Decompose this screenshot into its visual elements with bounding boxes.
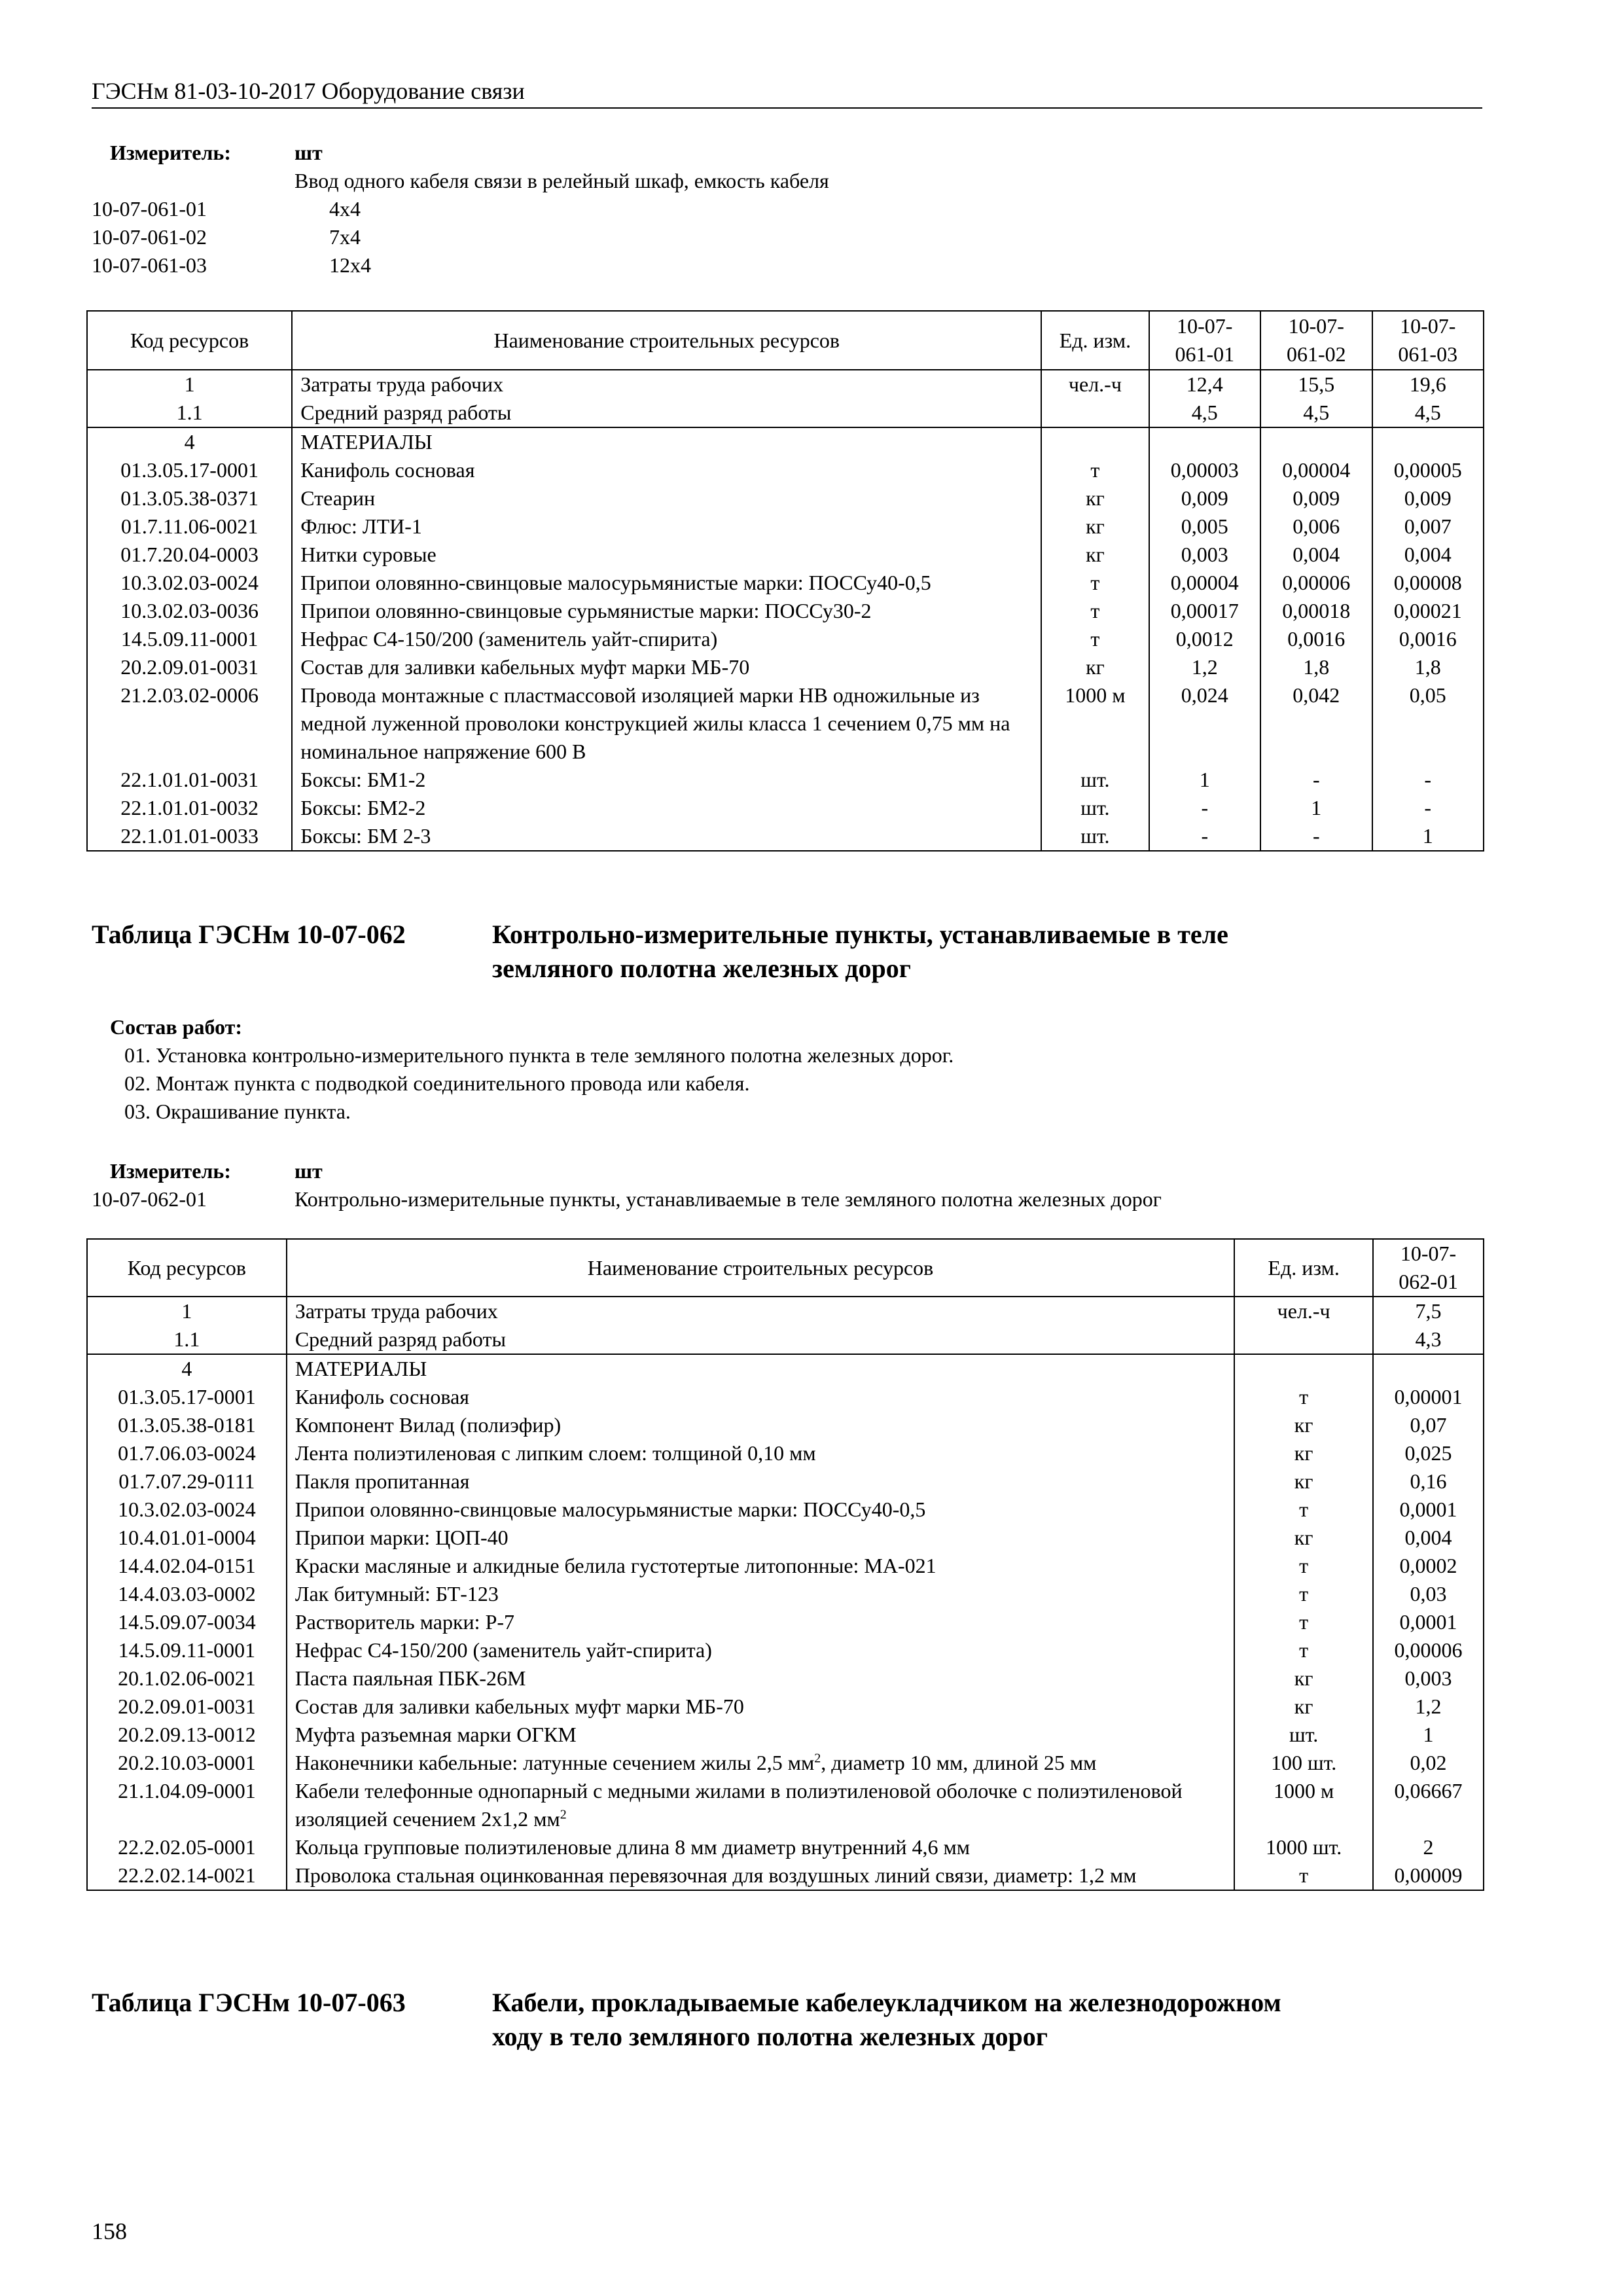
table-row [87, 1297, 1484, 1325]
resource-name: Пакля пропитанная [287, 1467, 1234, 1496]
resource-name: МАТЕРИАЛЫ [287, 1354, 1234, 1383]
resource-name: Припои оловянно-свинцовые малосурьмянистые марки: ПОССу40-0,5 [292, 569, 1041, 597]
resource-unit: кг [1234, 1411, 1373, 1439]
meter-unit: шт [294, 1159, 323, 1183]
superscript: 2 [560, 1807, 567, 1822]
table-row [87, 1777, 1484, 1833]
norm-value: 0,00005 [1372, 456, 1484, 484]
resource-name: Лента полиэтиленовая с липким слоем: толщиной 0,10 мм [287, 1439, 1234, 1467]
norm-value: 0,06667 [1373, 1777, 1484, 1833]
table-row [87, 1833, 1484, 1861]
resource-unit [1234, 1354, 1373, 1383]
resource-code: 01.7.11.06-0021 [87, 512, 292, 541]
resource-unit: кг [1234, 1664, 1373, 1693]
table-row [87, 1496, 1484, 1524]
resource-unit: 1000 м [1041, 681, 1149, 766]
norm-value: 0,003 [1149, 541, 1260, 569]
norm-value: 4,5 [1149, 399, 1260, 427]
norm-value: 0,005 [1149, 512, 1260, 541]
table-row [87, 1664, 1484, 1693]
resource-name: МАТЕРИАЛЫ [292, 427, 1041, 456]
resource-unit: т [1234, 1608, 1373, 1636]
norm-value: 0,003 [1373, 1664, 1484, 1693]
table-row [87, 1608, 1484, 1636]
resource-unit: шт. [1041, 822, 1149, 851]
resource-code: 10.3.02.03-0036 [87, 597, 292, 625]
norm-value: 0,00009 [1373, 1861, 1484, 1890]
resource-code: 20.1.02.06-0021 [87, 1664, 287, 1693]
table-row [87, 597, 1484, 625]
norm-value: 1 [1372, 822, 1484, 851]
table-row [87, 1552, 1484, 1580]
table-row [87, 822, 1484, 851]
resource-name: Канифоль сосновая [287, 1383, 1234, 1411]
work-code: 10-07-061-02 [92, 225, 207, 249]
norm-value: 0,07 [1373, 1411, 1484, 1439]
table-row [87, 370, 1484, 399]
table-row [87, 1693, 1484, 1721]
norm-value [1149, 427, 1260, 456]
table-row [87, 1354, 1484, 1383]
resource-code: 01.3.05.38-0181 [87, 1411, 287, 1439]
resource-name: Припои оловянно-свинцовые малосурьмянистые марки: ПОССу40-0,5 [287, 1496, 1234, 1524]
col-header-name: Наименование строительных ресурсов [287, 1239, 1234, 1297]
resource-name: Канифоль сосновая [292, 456, 1041, 484]
norm-value: 0,0001 [1373, 1608, 1484, 1636]
norm-value: 0,0016 [1372, 625, 1484, 653]
resource-code: 1 [87, 1297, 287, 1325]
resource-code: 22.2.02.14-0021 [87, 1861, 287, 1890]
resource-name: Состав для заливки кабельных муфт марки МБ-70 [287, 1693, 1234, 1721]
table-title-line: Контрольно-измерительные пункты, устанавливаемые в теле [492, 920, 1228, 949]
resource-unit: т [1041, 569, 1149, 597]
work-item: 01. Установка контрольно-измерительного пункта в теле земляного полотна железных дорог. [124, 1043, 954, 1067]
resource-unit [1234, 1325, 1373, 1354]
table-row [87, 1580, 1484, 1608]
resource-code: 22.1.01.01-0033 [87, 822, 292, 851]
table-row [87, 456, 1484, 484]
work-code: 10-07-062-01 [92, 1187, 207, 1211]
resource-code: 14.4.03.03-0002 [87, 1580, 287, 1608]
resource-code: 21.1.04.09-0001 [87, 1777, 287, 1833]
norm-value: 0,00003 [1149, 456, 1260, 484]
norm-value: 0,16 [1373, 1467, 1484, 1496]
norm-value: 0,006 [1260, 512, 1372, 541]
resource-name: Флюс: ЛТИ-1 [292, 512, 1041, 541]
resource-name: Муфта разъемная марки ОГКМ [287, 1721, 1234, 1749]
resource-code: 1.1 [87, 399, 292, 427]
norm-value: 1 [1373, 1721, 1484, 1749]
resource-unit: шт. [1234, 1721, 1373, 1749]
resource-code: 1 [87, 370, 292, 399]
table-title-line: Кабели, прокладываемые кабелеукладчиком на железнодорожном [492, 1988, 1281, 2017]
norm-value: 1,2 [1373, 1693, 1484, 1721]
resource-name: Боксы: БМ2-2 [292, 794, 1041, 822]
norm-value: 19,6 [1372, 370, 1484, 399]
resource-code: 20.2.10.03-0001 [87, 1749, 287, 1777]
col-header-code: Код ресурсов [87, 1239, 287, 1297]
resource-name: Кольца групповые полиэтиленовые длина 8 мм диаметр внутренний 4,6 мм [287, 1833, 1234, 1861]
resources-table-062 [86, 1238, 1484, 1891]
norm-value: 4,5 [1372, 399, 1484, 427]
resources-table-061 [86, 310, 1484, 852]
norm-value: 0,00006 [1260, 569, 1372, 597]
resource-name: Припои оловянно-свинцовые сурьмянистые марки: ПОССу30-2 [292, 597, 1041, 625]
table-row [87, 484, 1484, 512]
resource-code: 01.3.05.38-0371 [87, 484, 292, 512]
meter-block-062 [92, 1157, 1466, 1213]
table-row [87, 1325, 1484, 1354]
norm-value: 0,05 [1372, 681, 1484, 766]
resource-code: 10.3.02.03-0024 [87, 1496, 287, 1524]
resource-unit: т [1234, 1861, 1373, 1890]
norm-value: - [1372, 794, 1484, 822]
resource-unit: кг [1234, 1439, 1373, 1467]
norm-value: 0,007 [1372, 512, 1484, 541]
resource-unit: кг [1234, 1524, 1373, 1552]
resource-unit: шт. [1041, 794, 1149, 822]
norm-value: 0,03 [1373, 1580, 1484, 1608]
norm-value: 0,0002 [1373, 1552, 1484, 1580]
norm-value: 0,00017 [1149, 597, 1260, 625]
section-title-062 [92, 918, 1479, 986]
norm-value: - [1260, 766, 1372, 794]
resource-name: Средний разряд работы [292, 399, 1041, 427]
table-row [87, 512, 1484, 541]
work-code-value: 7x4 [329, 225, 361, 249]
work-code-description: Контрольно-измерительные пункты, устанавливаемые в теле земляного полотна железных дорог [294, 1187, 1162, 1211]
resource-unit: т [1041, 456, 1149, 484]
table-row [87, 1411, 1484, 1439]
col-header-name: Наименование строительных ресурсов [292, 311, 1041, 370]
norm-value: 0,009 [1372, 484, 1484, 512]
resource-name: Компонент Вилад (полиэфир) [287, 1411, 1234, 1439]
resource-code: 4 [87, 1354, 287, 1383]
resource-name: Боксы: БМ1-2 [292, 766, 1041, 794]
meter-unit: шт [294, 141, 323, 164]
norm-value: 7,5 [1373, 1297, 1484, 1325]
norm-value: 1 [1149, 766, 1260, 794]
resource-name: Средний разряд работы [287, 1325, 1234, 1354]
norm-value: 0,009 [1149, 484, 1260, 512]
resource-code: 20.2.09.01-0031 [87, 653, 292, 681]
norm-value: 0,00006 [1373, 1636, 1484, 1664]
resource-code: 01.3.05.17-0001 [87, 1383, 287, 1411]
resource-unit: т [1041, 625, 1149, 653]
table-label: Таблица ГЭСНм 10-07-062 [92, 920, 406, 949]
table-title-line: земляного полотна железных дорог [492, 954, 911, 983]
norm-value: 0,00004 [1149, 569, 1260, 597]
norm-value: 12,4 [1149, 370, 1260, 399]
resource-code: 14.5.09.07-0034 [87, 1608, 287, 1636]
resource-unit: 1000 шт. [1234, 1833, 1373, 1861]
table-row [87, 1467, 1484, 1496]
work-code-value: 4x4 [329, 197, 361, 221]
col-header-norm: 10-07- 062-01 [1373, 1239, 1484, 1297]
table-row [87, 399, 1484, 427]
resource-code: 20.2.09.13-0012 [87, 1721, 287, 1749]
table-row [87, 1524, 1484, 1552]
table-row [87, 653, 1484, 681]
resource-name: Затраты труда рабочих [287, 1297, 1234, 1325]
resource-unit: кг [1234, 1693, 1373, 1721]
table-title-line: ходу в тело земляного полотна железных дорог [492, 2022, 1048, 2051]
resource-name: Нефрас С4-150/200 (заменитель уайт-спирита) [292, 625, 1041, 653]
resource-name: Проволока стальная оцинкованная перевязочная для воздушных линий связи, диаметр: 1,2 мм [287, 1861, 1234, 1890]
resource-unit: т [1234, 1636, 1373, 1664]
resource-unit: т [1234, 1552, 1373, 1580]
meter-label: Измеритель: [110, 141, 231, 164]
resource-name-text: Наконечники кабельные: латунные сечением жилы 2,5 мм [294, 1751, 815, 1774]
norm-value: 0,042 [1260, 681, 1372, 766]
works-label: Состав работ: [110, 1015, 243, 1039]
resource-code: 01.7.20.04-0003 [87, 541, 292, 569]
norm-value: 0,00018 [1260, 597, 1372, 625]
table-row [87, 1383, 1484, 1411]
table-row [87, 794, 1484, 822]
table-row [87, 1721, 1484, 1749]
resource-unit: 100 шт. [1234, 1749, 1373, 1777]
resource-code: 01.7.06.03-0024 [87, 1439, 287, 1467]
norm-value: 0,0016 [1260, 625, 1372, 653]
resource-name: Паста паяльная ПБК-26М [287, 1664, 1234, 1693]
table-row [87, 541, 1484, 569]
section-title-063 [92, 1986, 1479, 2054]
resource-code: 22.1.01.01-0031 [87, 766, 292, 794]
resource-code: 10.4.01.01-0004 [87, 1524, 287, 1552]
norm-value: 1,8 [1260, 653, 1372, 681]
resource-name [287, 1777, 1234, 1833]
resource-code: 20.2.09.01-0031 [87, 1693, 287, 1721]
norm-value: 0,00004 [1260, 456, 1372, 484]
norm-value: - [1149, 822, 1260, 851]
resource-unit: т [1041, 597, 1149, 625]
meter-description: Ввод одного кабеля связи в релейный шкаф, емкость кабеля [294, 169, 829, 192]
norm-value: 0,00021 [1372, 597, 1484, 625]
norm-value: 4,5 [1260, 399, 1372, 427]
resource-name: Припои марки: ЦОП-40 [287, 1524, 1234, 1552]
resource-unit: т [1234, 1580, 1373, 1608]
table-row [87, 1439, 1484, 1467]
table-row [87, 569, 1484, 597]
work-item: 03. Окрашивание пункта. [124, 1100, 351, 1123]
resource-code: 14.4.02.04-0151 [87, 1552, 287, 1580]
work-item: 02. Монтаж пункта с подводкой соединительного провода или кабеля. [124, 1071, 750, 1095]
resource-unit: кг [1041, 653, 1149, 681]
norm-value: 0,0012 [1149, 625, 1260, 653]
col-header-norm: 10-07- 061-03 [1372, 311, 1484, 370]
resource-code: 4 [87, 427, 292, 456]
norm-value [1372, 427, 1484, 456]
resource-code: 21.2.03.02-0006 [87, 681, 292, 766]
resource-name: Стеарин [292, 484, 1041, 512]
resource-unit: кг [1234, 1467, 1373, 1496]
norm-value: 1,2 [1149, 653, 1260, 681]
resource-unit [1041, 427, 1149, 456]
norm-value: 1 [1260, 794, 1372, 822]
resource-unit: т [1234, 1496, 1373, 1524]
work-code: 10-07-061-03 [92, 253, 207, 277]
table-row [87, 766, 1484, 794]
norm-value: 0,004 [1372, 541, 1484, 569]
resource-name: Затраты труда рабочих [292, 370, 1041, 399]
resource-name: Нитки суровые [292, 541, 1041, 569]
resource-unit: кг [1041, 484, 1149, 512]
resource-unit [1041, 399, 1149, 427]
table-row [87, 1861, 1484, 1890]
norm-value: 0,004 [1260, 541, 1372, 569]
norm-value: 0,009 [1260, 484, 1372, 512]
resource-name: Лак битумный: БТ-123 [287, 1580, 1234, 1608]
norm-value: 15,5 [1260, 370, 1372, 399]
resource-code: 01.3.05.17-0001 [87, 456, 292, 484]
table-row [87, 427, 1484, 456]
norm-value: 0,004 [1373, 1524, 1484, 1552]
resource-name: Боксы: БМ 2-3 [292, 822, 1041, 851]
norm-value: - [1149, 794, 1260, 822]
page-number: 158 [92, 2218, 127, 2244]
resource-name [287, 1749, 1234, 1777]
superscript: 2 [814, 1751, 821, 1766]
norm-value: 1,8 [1372, 653, 1484, 681]
resource-code: 22.2.02.05-0001 [87, 1833, 287, 1861]
table-row [87, 1749, 1484, 1777]
work-code: 10-07-061-01 [92, 197, 207, 221]
resource-code: 10.3.02.03-0024 [87, 569, 292, 597]
table-label: Таблица ГЭСНм 10-07-063 [92, 1988, 406, 2017]
col-header-unit: Ед. изм. [1234, 1239, 1373, 1297]
resource-unit: чел.-ч [1041, 370, 1149, 399]
meter-label: Измеритель: [110, 1159, 231, 1183]
norm-value: 0,024 [1149, 681, 1260, 766]
resource-unit: т [1234, 1383, 1373, 1411]
norm-value: - [1372, 766, 1484, 794]
resource-unit: шт. [1041, 766, 1149, 794]
resource-name: Краски масляные и алкидные белила густотертые литопонные: МА-021 [287, 1552, 1234, 1580]
norm-value: 0,025 [1373, 1439, 1484, 1467]
resource-unit: кг [1041, 541, 1149, 569]
norm-value [1373, 1354, 1484, 1383]
col-header-norm: 10-07- 061-01 [1149, 311, 1260, 370]
norm-value: 0,00008 [1372, 569, 1484, 597]
table-row [87, 625, 1484, 653]
norm-value: 4,3 [1373, 1325, 1484, 1354]
resource-code: 01.7.07.29-0111 [87, 1467, 287, 1496]
resource-code: 14.5.09.11-0001 [87, 625, 292, 653]
resource-code: 14.5.09.11-0001 [87, 1636, 287, 1664]
meter-block-061 [92, 139, 1008, 279]
work-code-value: 12x4 [329, 253, 371, 277]
resource-unit: чел.-ч [1234, 1297, 1373, 1325]
norm-value [1260, 427, 1372, 456]
norm-value: 0,00001 [1373, 1383, 1484, 1411]
table-row [87, 681, 1484, 766]
norm-value: - [1260, 822, 1372, 851]
resource-code: 1.1 [87, 1325, 287, 1354]
resource-name: Нефрас С4-150/200 (заменитель уайт-спирита) [287, 1636, 1234, 1664]
resource-name: Растворитель марки: Р-7 [287, 1608, 1234, 1636]
resource-unit: кг [1041, 512, 1149, 541]
resource-code: 22.1.01.01-0032 [87, 794, 292, 822]
work-composition [110, 1013, 1452, 1126]
col-header-unit: Ед. изм. [1041, 311, 1149, 370]
norm-value: 0,02 [1373, 1749, 1484, 1777]
resource-name-text: , диаметр 10 мм, длиной 25 мм [821, 1751, 1097, 1774]
table-row [87, 1636, 1484, 1664]
col-header-code: Код ресурсов [87, 311, 292, 370]
col-header-norm: 10-07- 061-02 [1260, 311, 1372, 370]
resource-name: Провода монтажные с пластмассовой изоляцией марки НВ одножильные из медной луженной проволоки конструкцией жилы класса 1 сечением 0,75 мм на номинальное напряжение 600 В [292, 681, 1041, 766]
norm-value: 0,0001 [1373, 1496, 1484, 1524]
running-header: ГЭСНм 81-03-10-2017 Оборудование связи [92, 77, 1482, 109]
resource-name-text: Кабели телефонные однопарный с медными жилами в полиэтиленовой оболочке с полиэтиленовой изоляцией сечением 2x1,2 мм [294, 1779, 1183, 1831]
resource-unit: 1000 м [1234, 1777, 1373, 1833]
resource-name: Состав для заливки кабельных муфт марки МБ-70 [292, 653, 1041, 681]
norm-value: 2 [1373, 1833, 1484, 1861]
